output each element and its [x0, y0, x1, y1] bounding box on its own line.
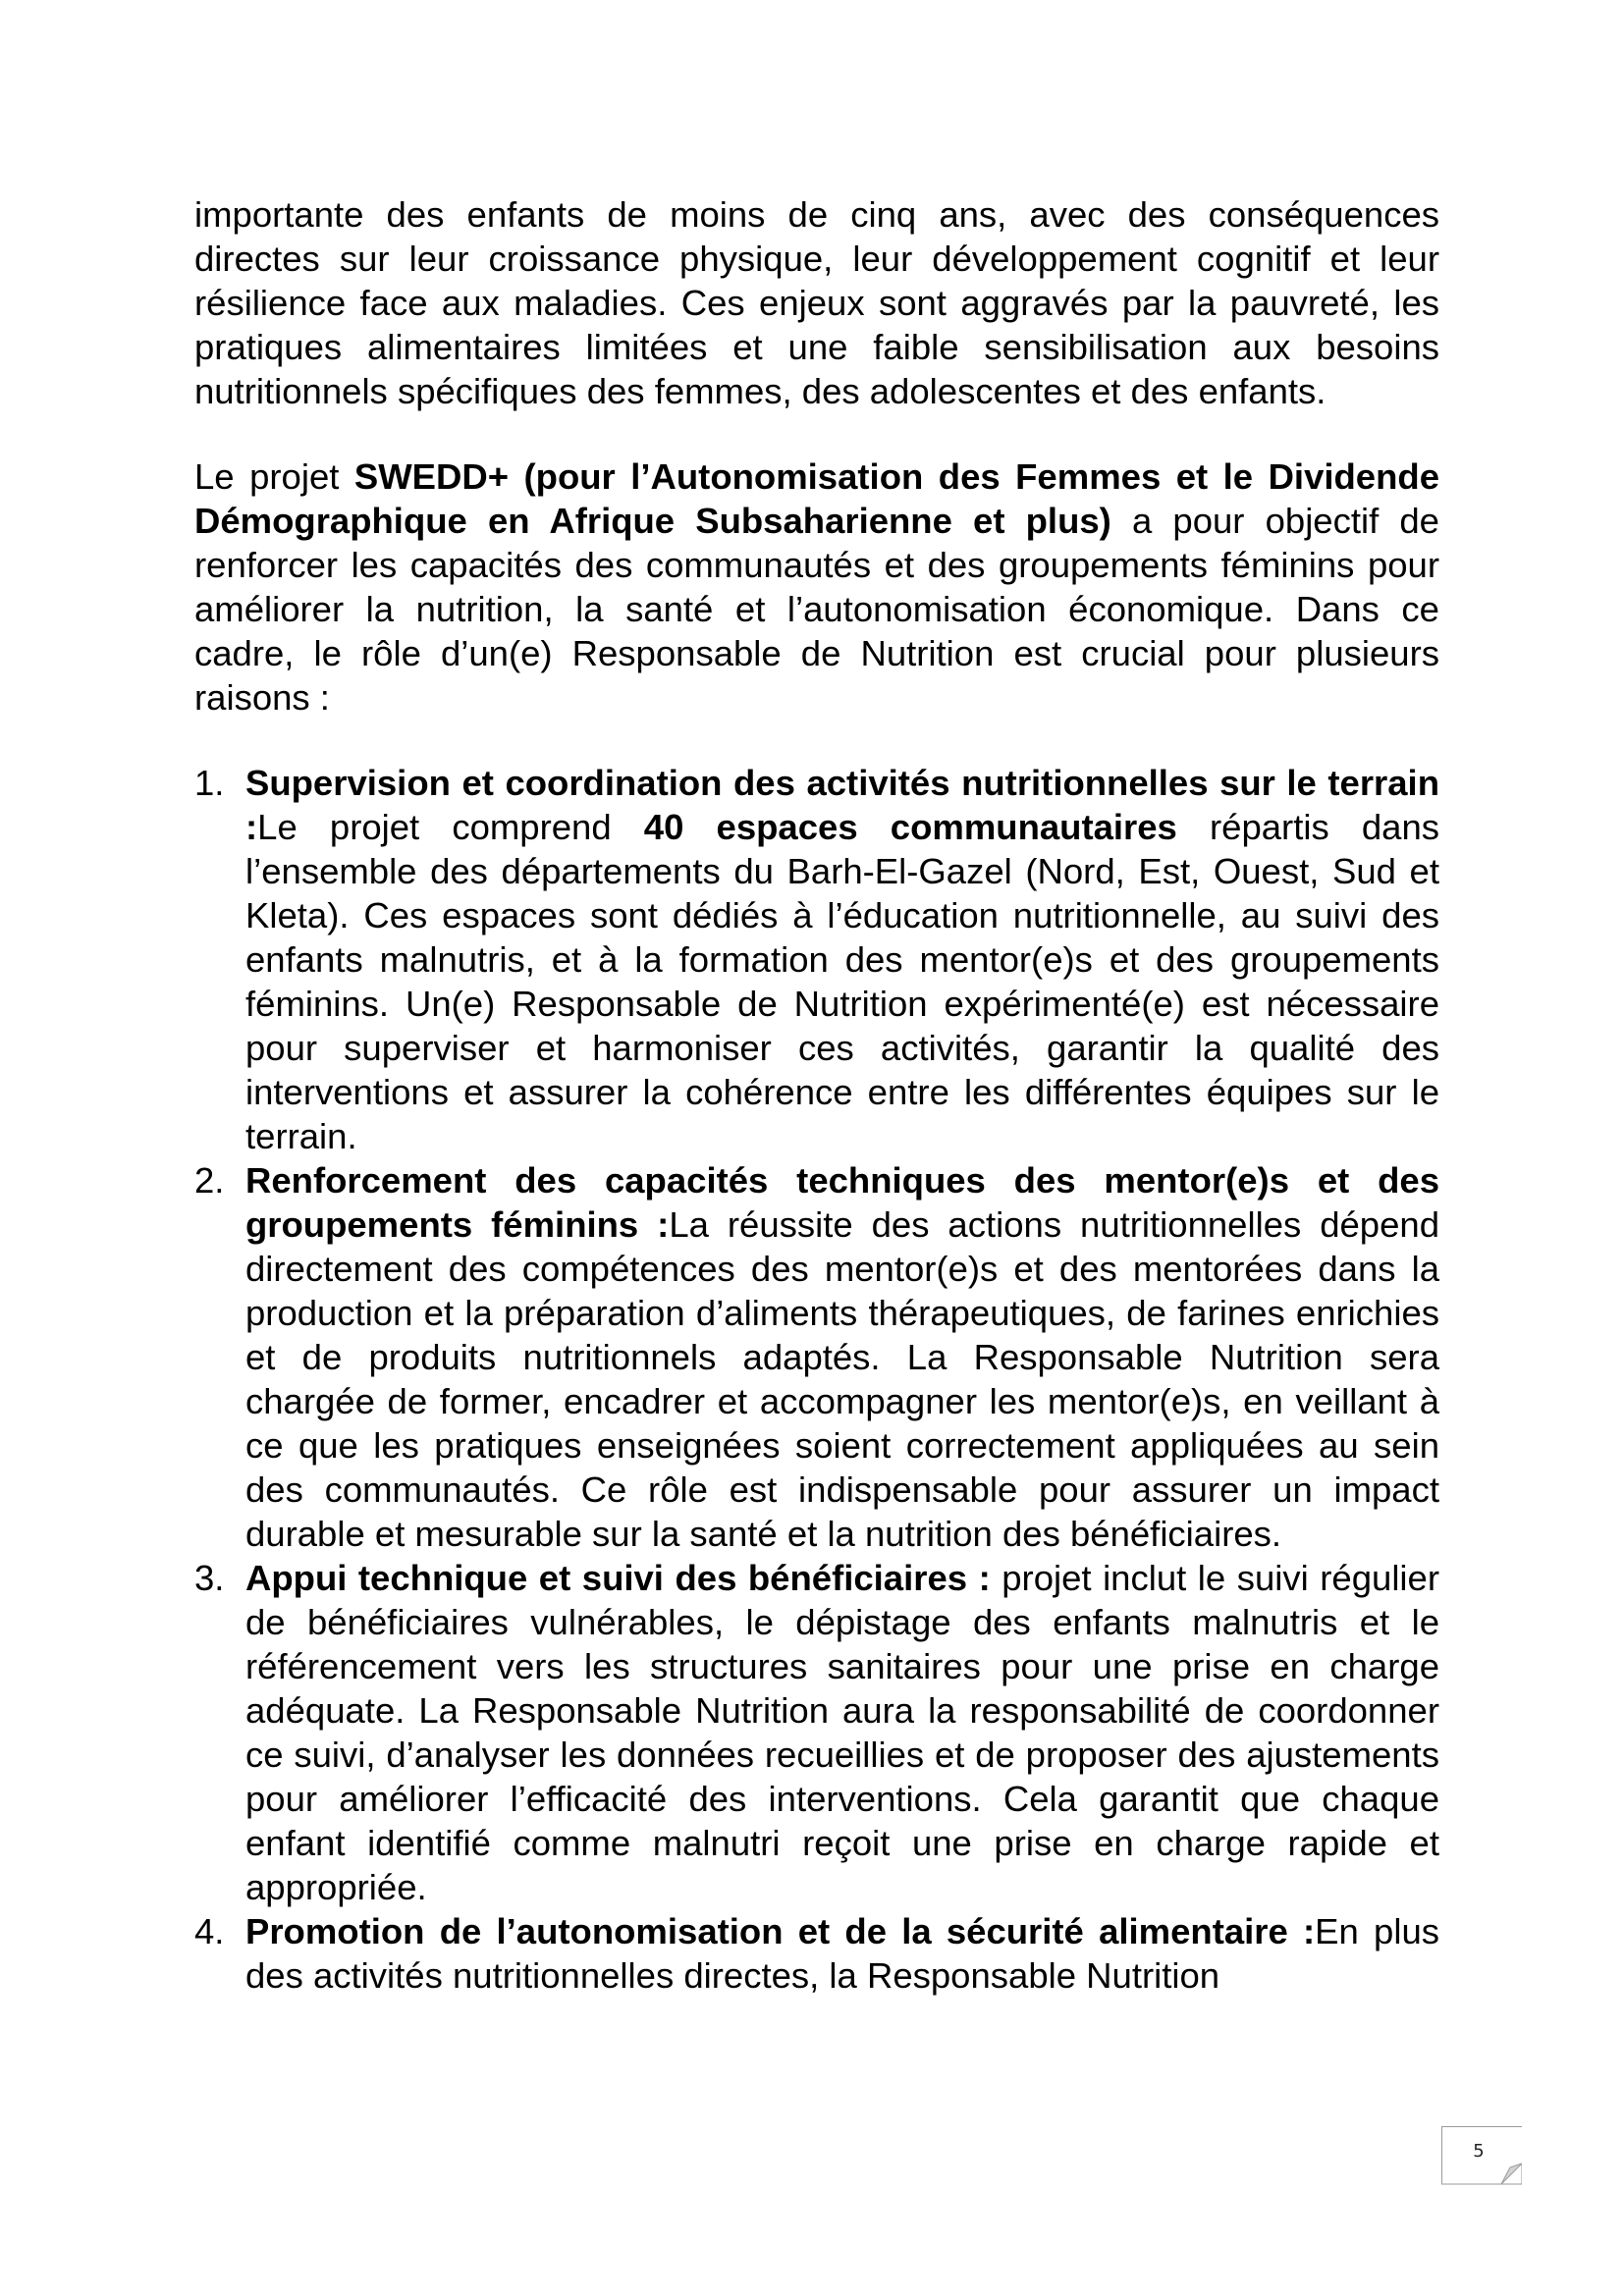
list-item-text: La réussite des actions nutritionnelles dépend directement des compétences des mentor(e)s et des mentorées dans la production et la préparation d’aliments thérapeutiques, de farines enrichies et de produits nutritionnels adaptés. La Responsable Nutrition sera chargée de former, encadrer et accompagner les mentor(e)s, en veillant à ce que les pratiques enseignées soient correctement appliquées au sein des communautés. Ce rôle est indispensable pour assurer un impact durable et mesurable sur la santé et la nutrition des bénéficiaires. — [245, 1204, 1439, 1554]
list-item-text: répartis dans l’ensemble des départements du Barh-El-Gazel (Nord, Est, Ouest, Sud et Kleta). Ces espaces sont dédiés à l’éducation nutritionnelle, au suivi des enfants malnutris, et à la formation des mentor(e)s et des groupements féminins. Un(e) Responsable de Nutrition expérimenté(e) est nécessaire pour superviser et harmoniser ces activités, garantir la qualité des interventions et assurer la cohérence entre les différentes équipes sur le terrain. — [245, 807, 1439, 1156]
list-item-text: Le projet comprend — [257, 807, 644, 847]
list-item — [194, 761, 1439, 1158]
list-item-text: En plus des activités nutritionnelles directes, la Responsable Nutrition — [245, 1911, 1439, 1996]
list-item-title: Appui technique et suivi des bénéficiaires : — [245, 1558, 991, 1598]
list-item — [194, 1909, 1439, 1998]
list-number: 3. — [194, 1558, 225, 1598]
list-item-text: projet inclut le suivi régulier de bénéficiaires vulnérables, le dépistage des enfants malnutris et le référencement vers les structures sanitaires pour une prise en charge adéquate. La Responsable Nutrition aura la responsabilité de coordonner ce suivi, d’analyser les données recueillies et de proposer des ajustements pour améliorer l’efficacité des interventions. Cela garantit que chaque enfant identifié comme malnutri reçoit une prise en charge rapide et appropriée. — [245, 1558, 1439, 1907]
list-number: 1. — [194, 763, 225, 803]
list-number: 2. — [194, 1160, 225, 1201]
page-number: 5 — [1473, 2141, 1485, 2162]
list-item-title: Renforcement des capacités techniques des mentor(e)s et des groupements féminins : — [245, 1160, 1439, 1245]
list-item — [194, 1556, 1439, 1909]
project-paragraph — [194, 454, 1439, 720]
project-name: SWEDD+ (pour l’Autonomisation des Femmes et le Dividende Démographique en Afrique Subsaharienne et plus) — [194, 456, 1439, 541]
list-item-highlight: 40 espaces communautaires — [643, 807, 1177, 847]
project-lead: Le projet — [194, 456, 354, 497]
reasons-list — [194, 761, 1439, 1998]
document-page — [194, 192, 1439, 1998]
list-item-title: Supervision et coordination des activités nutritionnelles sur le terrain : — [245, 763, 1439, 847]
list-item-title: Promotion de l’autonomisation et de la sécurité alimentaire : — [245, 1911, 1316, 1951]
intro-paragraph: importante des enfants de moins de cinq ans, avec des conséquences directes sur leur croissance physique, leur développement cognitif et leur résilience face aux maladies. Ces enjeux sont aggravés par la pauvreté, les pratiques alimentaires limitées et une faible sensibilisation aux besoins nutritionnels spécifiques des femmes, des adolescentes et des enfants. — [194, 194, 1439, 411]
project-objective: a pour objectif de renforcer les capacités des communautés et des groupements féminins pour améliorer la nutrition, la santé et l’autonomisation économique. Dans ce cadre, le rôle d’un(e) Responsable de Nutrition est crucial pour plusieurs raisons : — [194, 501, 1439, 718]
list-item — [194, 1158, 1439, 1556]
list-number: 4. — [194, 1911, 225, 1951]
page-number-box — [1441, 2126, 1522, 2184]
